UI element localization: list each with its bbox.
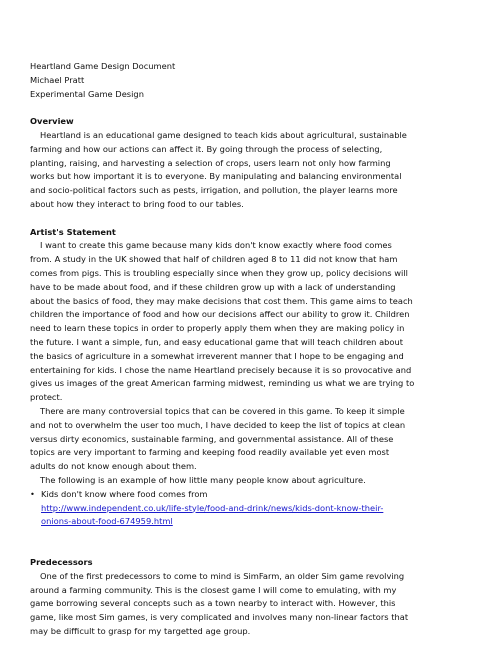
text-line: about how they interact to bring food to our tables. (30, 198, 244, 209)
text-line: comes from pigs. This is troubling especially since when they grow up, policy decisions will (30, 267, 408, 278)
text-line: protect. (30, 392, 63, 403)
bullet-icon: • (30, 488, 35, 499)
text-line: may be difficult to grasp for my targetted age group. (30, 626, 251, 637)
document-header (30, 60, 468, 101)
text-line: adults do not know enough about them. (30, 461, 197, 472)
section-overview (30, 115, 468, 212)
link-line: http://www.independent.co.uk/life-style/food-and-drink/news/kids-dont-know-their- (41, 502, 384, 513)
text-line: entertaining for kids. I chose the name Heartland precisely because it is so provocative and (30, 364, 412, 375)
text-line: There are many controversial topics that can be covered in this game. To keep it simple (40, 405, 405, 416)
text-line: from. A study in the UK showed that half of children aged 8 to 11 did not know that ham (30, 254, 398, 265)
artists-statement-paragraph-1 (30, 239, 468, 405)
document-author: Michael Pratt (30, 74, 85, 85)
text-line: have to be made about food, and if these children grow up with a lack of understanding (30, 281, 396, 292)
source-link[interactable] (41, 502, 468, 530)
text-line: topics are very important to farming and keeping food readily available yet even most (30, 447, 390, 458)
text-line: the basics of agriculture in a somewhat irreverent manner that I hope to be engaging and (30, 350, 404, 361)
text-line: game, like most Sim games, is very complicated and involves many non-linear factors that (30, 612, 409, 623)
section-heading-predecessors: Predecessors (30, 557, 93, 568)
text-line: I want to create this game because many kids don't know exactly where food comes (40, 240, 392, 251)
link-line: onions-about-food-674959.html (41, 516, 173, 527)
section-heading-artists-statement: Artist's Statement (30, 226, 116, 237)
overview-paragraph (30, 129, 468, 212)
text-line: versus dirty economics, sustainable farming, and governmental assistance. All of these (30, 433, 394, 444)
text-line: Heartland is an educational game designed to teach kids about agricultural, sustainable (40, 129, 407, 140)
text-line: the future. I want a simple, fun, and easy educational game that will teach children about (30, 336, 404, 347)
artists-statement-paragraph-2 (30, 405, 468, 474)
bullet-text: Kids don't know where food comes from (41, 488, 208, 499)
text-line: about the basics of food, they may make decisions that cost them. This game aims to teach (30, 295, 413, 306)
document-course: Experimental Game Design (30, 88, 144, 99)
document-title: Heartland Game Design Document (30, 61, 176, 71)
text-line: need to learn these topics in order to properly apply them when they are making policy in (30, 323, 405, 334)
bullet-list-item (30, 488, 468, 529)
text-line: and socio-political factors such as pests, irrigation, and pollution, the player learns more (30, 185, 398, 196)
text-line: children the importance of food and how our decisions affect our ability to grow it. Children (30, 309, 410, 320)
text-line: farming and how our actions can affect it. By going through the process of selecting, (30, 143, 383, 154)
text-line: The following is an example of how little many people know about agriculture. (40, 474, 366, 485)
text-line: and not to overwhelm the user too much, I have decided to keep the list of topics at clean (30, 419, 406, 430)
text-line: works but how important it is to everyone. By manipulating and balancing environmental (30, 171, 402, 182)
artists-statement-paragraph-3 (30, 474, 468, 488)
text-line: planting, raising, and harvesting a selection of crops, users learn not only how farming (30, 157, 391, 168)
text-line: gives us images of the great American farming midwest, reminding us what we are trying to (30, 378, 415, 389)
section-heading-overview: Overview (30, 116, 74, 127)
text-line: around a farming community. This is the closest game I will come to emulating, with my (30, 584, 397, 595)
text-line: One of the first predecessors to come to mind is SimFarm, an older Sim game revolving (40, 570, 405, 581)
section-artists-statement (30, 226, 468, 530)
document-page (30, 60, 468, 653)
section-predecessors (30, 556, 468, 639)
predecessors-paragraph (30, 570, 468, 639)
text-line: game borrowing several concepts such as a town nearby to interact with. However, this (30, 598, 396, 609)
